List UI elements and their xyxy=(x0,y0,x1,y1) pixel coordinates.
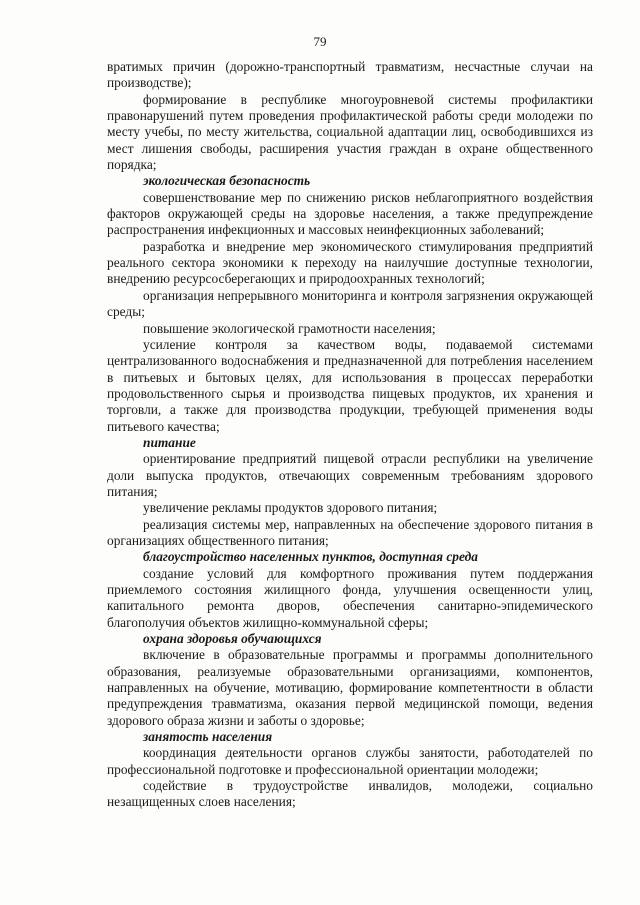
section-heading: занятость населения xyxy=(143,729,273,745)
paragraph: ориентирование предприятий пищевой отрасли республики на увеличение доли выпуска продуктов, отвечающих современным требованиям здорового питания; xyxy=(107,451,593,499)
document-body xyxy=(107,59,593,811)
paragraph: формирование в республике многоуровневой системы профилактики правонарушений путем проведения профилактической работы среди молодежи по месту учебы, по месту жительства, социальной адаптации лиц, освободившихся из мест лишения свободы, расширения участия граждан в охране общественного порядка; xyxy=(107,91,593,173)
paragraph: вратимых причин (дорожно-транспортный травматизм, несчастные случаи на производстве); xyxy=(107,59,593,91)
page-number: 79 xyxy=(313,34,327,49)
section-heading: питание xyxy=(143,434,196,450)
paragraph: включение в образовательные программы и программы дополнительного образования, реализуемые образовательными организациями, компонентов, направленных на обучение, мотивацию, формирование компетентности в области предупреждения травматизма, оказания первой медицинской помощи, ведения здорового образа жизни и заботы о здоровье; xyxy=(107,647,593,728)
paragraph: реализация системы мер, направленных на обеспечение здорового питания в организациях общественного питания; xyxy=(107,516,593,548)
paragraph: увеличение рекламы продуктов здорового питания; xyxy=(143,500,438,516)
paragraph: создание условий для комфортного проживания путем поддержания приемлемого состояния жилищного фонда, улучшения освещенности улиц, капитального ремонта дворов, обеспечения санитарно-эпидемического благополучия объектов жилищно-коммунальной сферы; xyxy=(107,565,593,630)
paragraph: координация деятельности органов службы занятости, работодателей по профессиональной подготовке и профессиональной ориентации молодежи; xyxy=(107,745,593,777)
paragraph: повышение экологической грамотности населения; xyxy=(143,320,436,336)
section-heading: благоустройство населенных пунктов, доступная среда xyxy=(143,549,478,565)
paragraph: разработка и внедрение мер экономического стимулирования предприятий реального сектора экономики к переходу на наилучшие доступные технологии, внедрению ресурсосберегающих и природоохранных технологий; xyxy=(107,238,593,287)
paragraph: организация непрерывного мониторинга и контроля загрязнения окружающей среды; xyxy=(107,287,593,320)
paragraph: совершенствование мер по снижению рисков неблагоприятного воздействия факторов окружающей среды на здоровье населения, а также предупреждение распространения инфекционных и массовых неинфекционных заболеваний; xyxy=(107,189,593,238)
section-heading: экологическая безопасность xyxy=(143,173,311,189)
paragraph: содействие в трудоустройстве инвалидов, молодежи, социально незащищенных слоев населения; xyxy=(107,778,593,810)
paragraph: усиление контроля за качеством воды, подаваемой системами централизованного водоснабжения и предназначенной для потребления населением в питьевых и бытовых целях, для использования в процессах переработки продовольственного сырья и производства пищевых продуктов, их хранения и торговли, а также для производства продукции, требующей применения воды питьевого качества; xyxy=(107,336,593,434)
section-heading: охрана здоровья обучающихся xyxy=(143,631,322,647)
